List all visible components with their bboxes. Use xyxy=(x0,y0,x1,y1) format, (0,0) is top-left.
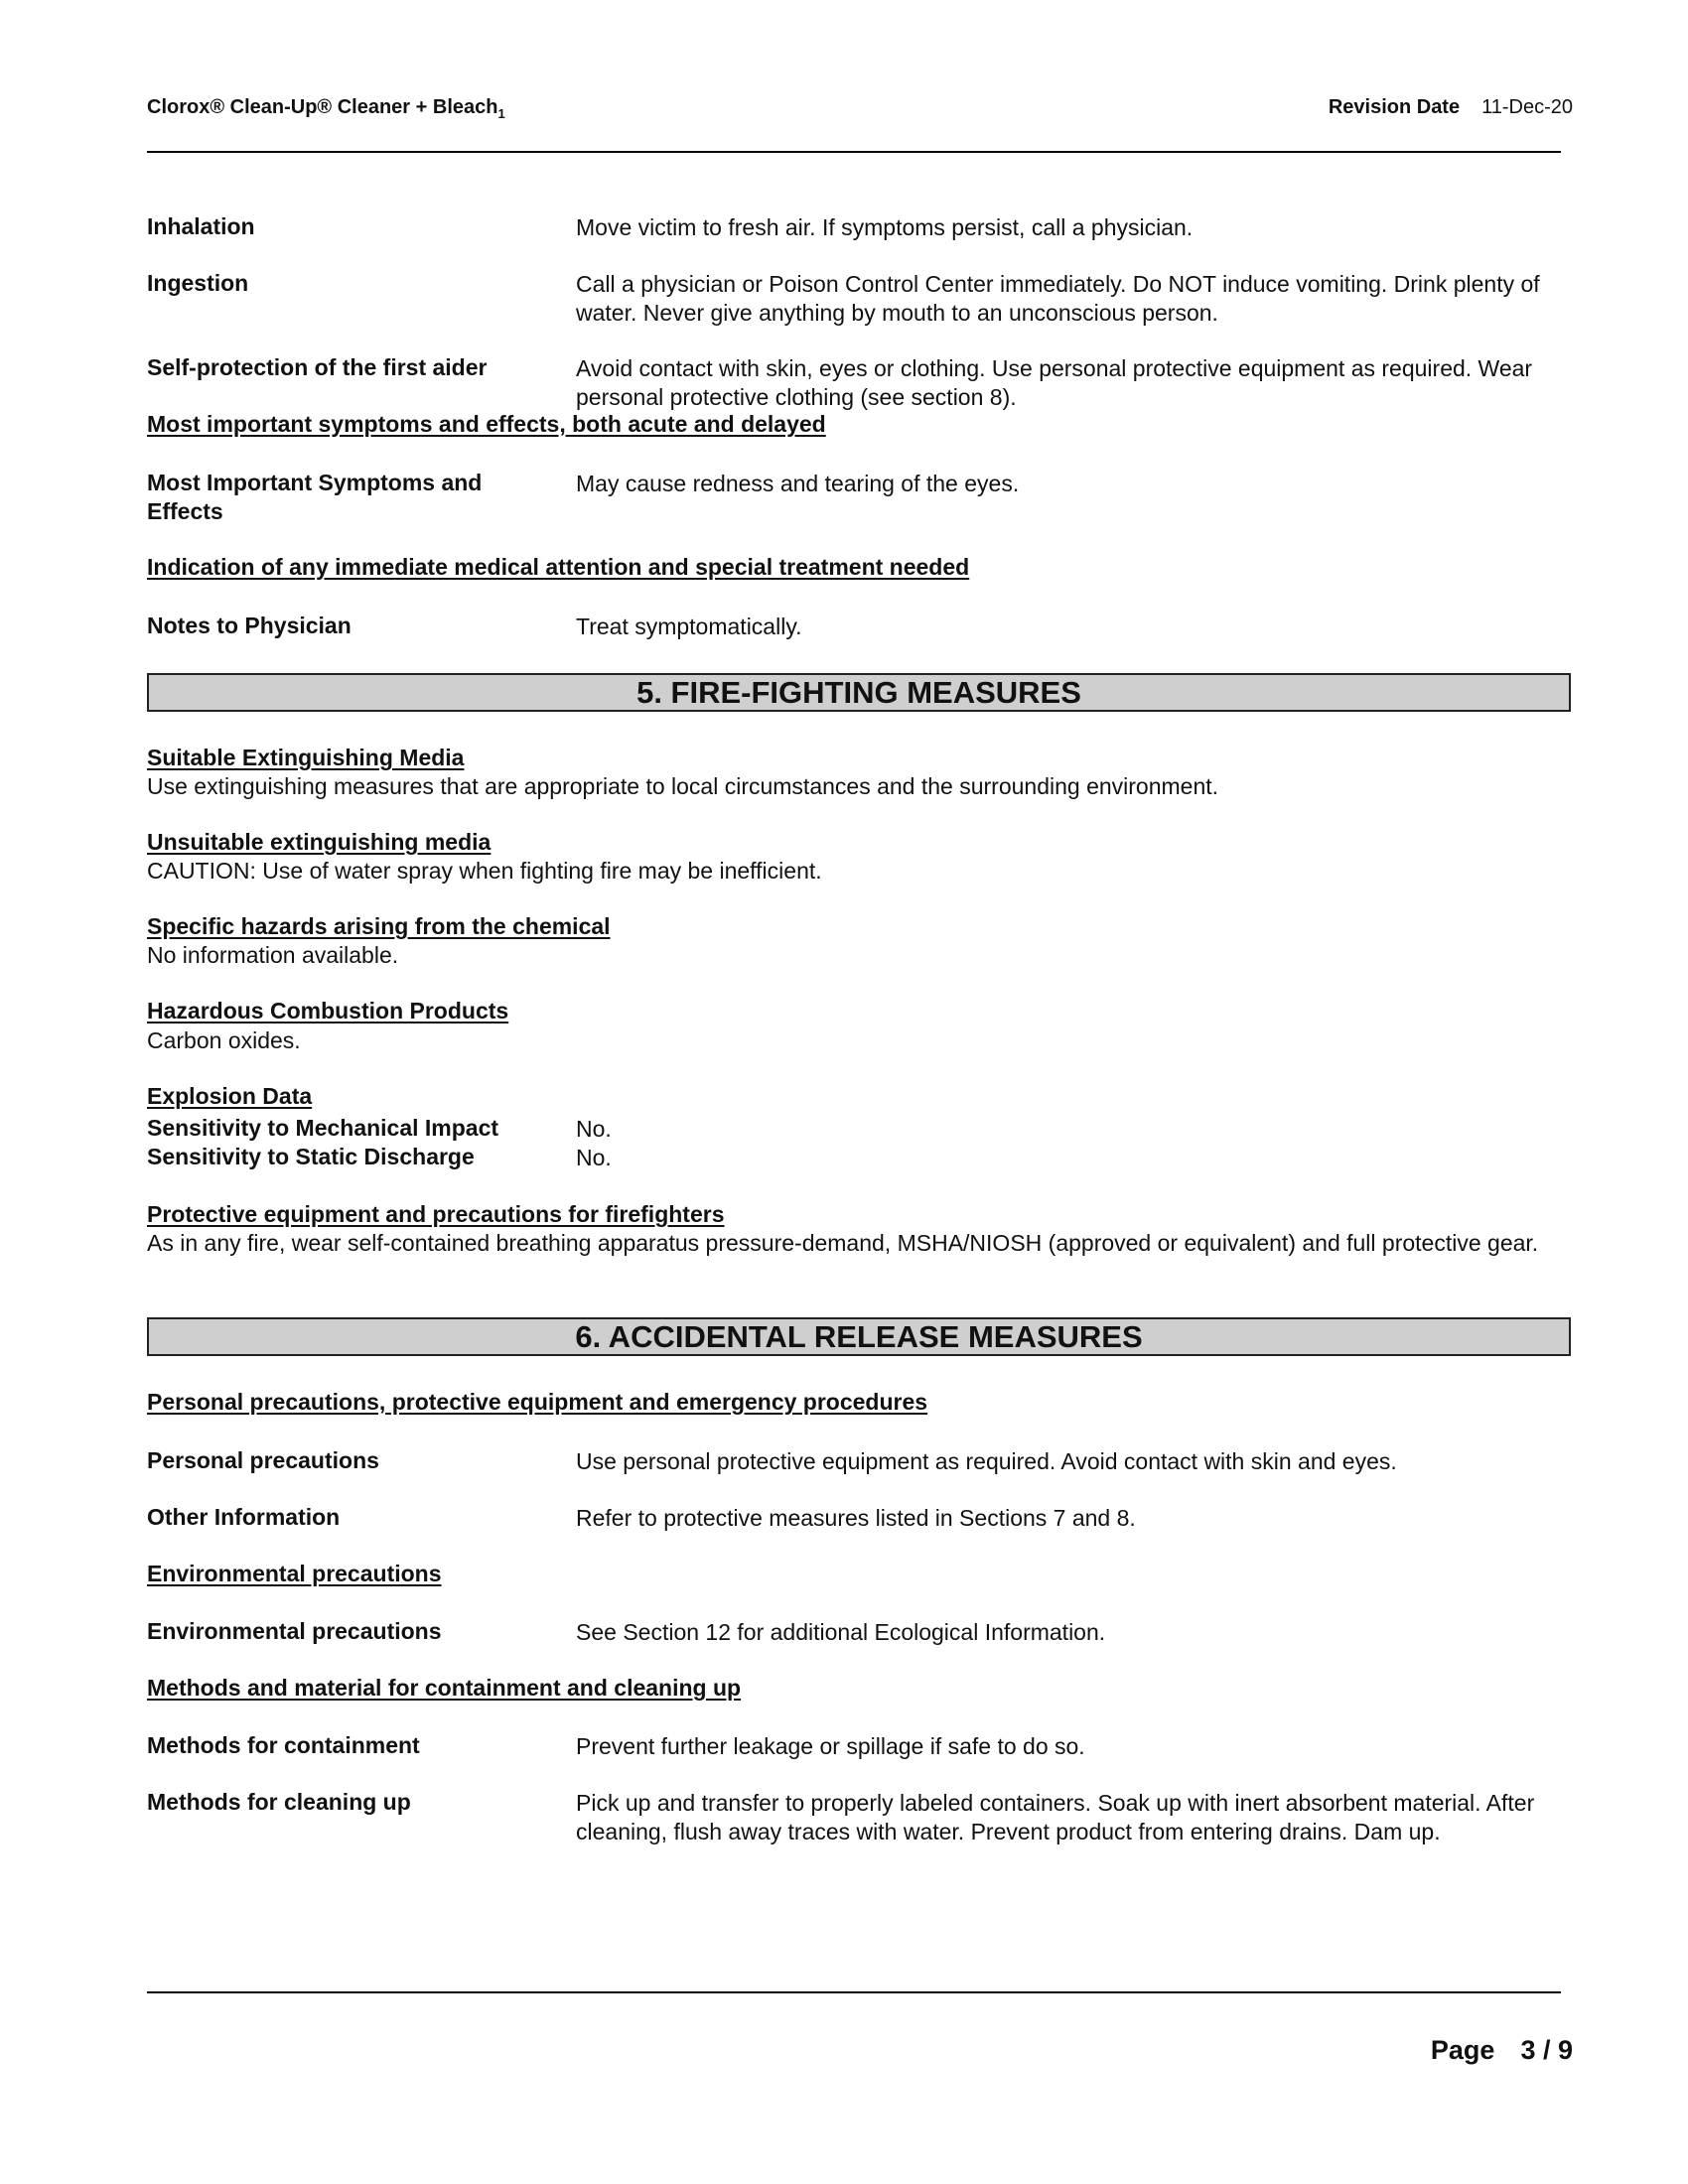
medical-heading: Indication of any immediate medical attention and special treatment needed xyxy=(147,554,970,580)
explosion-data-heading: Explosion Data xyxy=(147,1083,313,1109)
ingestion-value: Call a physician or Poison Control Center immediately. Do NOT induce vomiting. Drink plenty of water. Never give anything by mouth to an unconscious person. xyxy=(576,271,1540,326)
unsuitable-media-heading: Unsuitable extinguishing media xyxy=(147,829,492,855)
section-5-title: 5. FIRE-FIGHTING MEASURES xyxy=(147,673,1571,712)
specific-hazards-heading: Specific hazards arising from the chemical xyxy=(147,913,611,939)
cleaning-label: Methods for cleaning up xyxy=(147,1789,411,1815)
unsuitable-media-text: CAUTION: Use of water spray when fighting fire may be inefficient. xyxy=(147,858,822,884)
page-number: 3 / 9 xyxy=(1520,2035,1573,2065)
self-protection-value: Avoid contact with skin, eyes or clothing. Use personal protective equipment as required. Wear personal protective clothing (see section 8). xyxy=(576,355,1533,410)
environmental-label: Environmental precautions xyxy=(147,1618,442,1644)
firefighter-protection-heading: Protective equipment and precautions for firefighters xyxy=(147,1201,725,1227)
environmental-heading: Environmental precautions xyxy=(147,1561,442,1586)
firefighter-protection-text: As in any fire, wear self-contained breathing apparatus pressure-demand, MSHA/NIOSH (approved or equivalent) and full protective gear. xyxy=(147,1230,1539,1256)
combustion-products-text: Carbon oxides. xyxy=(147,1027,301,1053)
containment-label: Methods for containment xyxy=(147,1732,420,1758)
symptoms-label: Most Important Symptoms and Effects xyxy=(147,470,483,524)
static-discharge-label: Sensitivity to Static Discharge xyxy=(147,1144,475,1169)
self-protection-label: Self-protection of the first aider xyxy=(147,354,488,380)
personal-precautions-value: Use personal protective equipment as required. Avoid contact with skin and eyes. xyxy=(576,1448,1397,1474)
symptoms-heading: Most important symptoms and effects, both acute and delayed xyxy=(147,411,826,437)
footer-rule xyxy=(147,1991,1561,1993)
page-indicator xyxy=(1431,2035,1573,2066)
page-label: Page xyxy=(1430,2035,1495,2065)
product-title: Clorox® Clean-Up® Cleaner + Bleach xyxy=(147,96,498,118)
ingestion-label: Ingestion xyxy=(147,270,249,296)
cleaning-value: Pick up and transfer to properly labeled containers. Soak up with inert absorbent material. After cleaning, flush away traces with water. Prevent product from entering drains. Dam up. xyxy=(576,1790,1535,1844)
personal-precautions-label: Personal precautions xyxy=(147,1447,379,1473)
header-rule xyxy=(147,151,1561,153)
personal-precautions-heading: Personal precautions, protective equipment and emergency procedures xyxy=(147,1389,928,1415)
notes-physician-label: Notes to Physician xyxy=(147,613,352,638)
other-information-value: Refer to protective measures listed in Sections 7 and 8. xyxy=(576,1505,1136,1531)
containment-heading: Methods and material for containment and cleaning up xyxy=(147,1675,742,1701)
section-6-title: 6. ACCIDENTAL RELEASE MEASURES xyxy=(147,1317,1571,1356)
environmental-value: See Section 12 for additional Ecological Information. xyxy=(576,1619,1106,1645)
specific-hazards-text: No information available. xyxy=(147,942,399,968)
revision-date xyxy=(1329,96,1573,119)
mechanical-impact-value: No. xyxy=(576,1116,612,1142)
notes-physician-value: Treat symptomatically. xyxy=(576,614,802,639)
symptoms-value: May cause redness and tearing of the eyes. xyxy=(576,471,1020,496)
suitable-media-text: Use extinguishing measures that are appropriate to local circumstances and the surrounding environment. xyxy=(147,773,1219,799)
inhalation-value: Move victim to fresh air. If symptoms persist, call a physician. xyxy=(576,214,1194,240)
mechanical-impact-label: Sensitivity to Mechanical Impact xyxy=(147,1115,499,1141)
combustion-products-heading: Hazardous Combustion Products xyxy=(147,998,509,1024)
revision-value: 11-Dec-20 xyxy=(1481,96,1573,118)
static-discharge-value: No. xyxy=(576,1145,612,1170)
revision-label: Revision Date xyxy=(1328,96,1461,118)
product-name xyxy=(147,96,505,121)
containment-value: Prevent further leakage or spillage if safe to do so. xyxy=(576,1733,1085,1759)
suitable-media-heading: Suitable Extinguishing Media xyxy=(147,745,465,770)
product-subscript: 1 xyxy=(497,106,505,121)
inhalation-label: Inhalation xyxy=(147,213,255,239)
other-information-label: Other Information xyxy=(147,1504,341,1530)
